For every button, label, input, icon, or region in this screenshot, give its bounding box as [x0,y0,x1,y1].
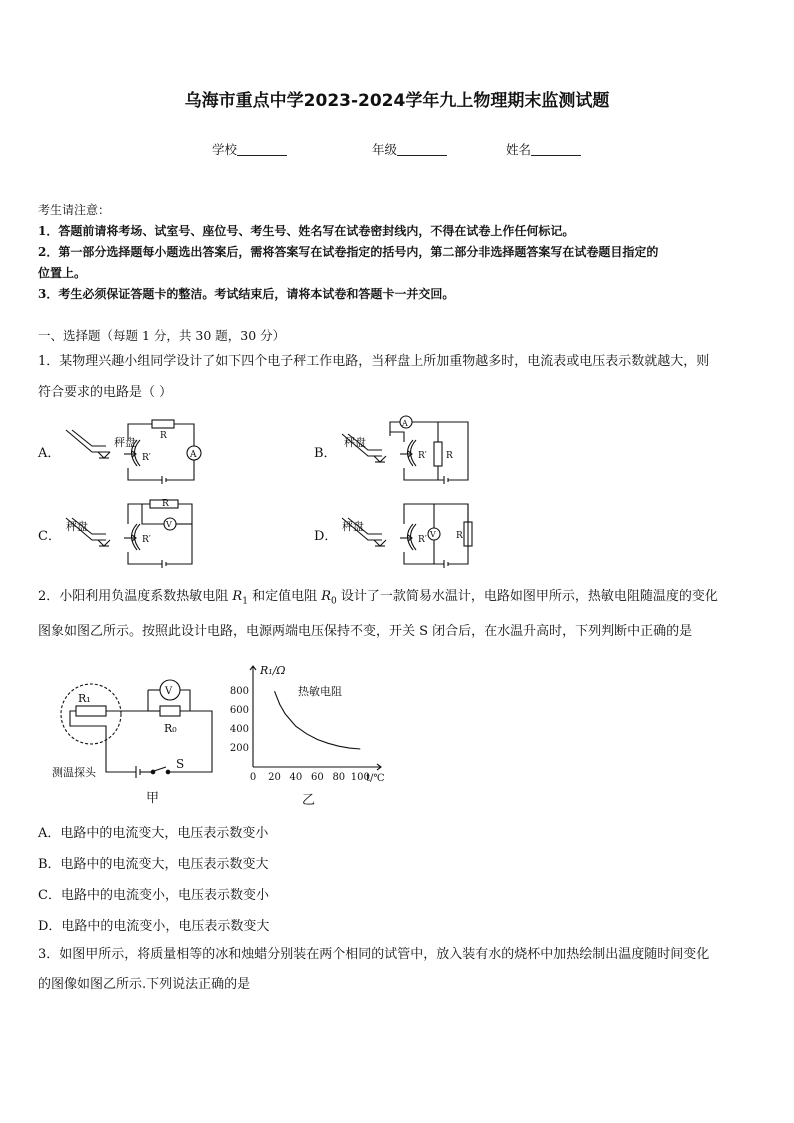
chart-series-line [275,691,361,749]
voltmeter-icon-d: V [430,530,436,539]
section-heading: 一、选择题（每题 1 分，共 30 题，30 分） [38,328,286,343]
q2-line1-a: 2．小阳利用负温度系数热敏电阻 [38,589,233,604]
circuit-c-r-label: R [162,499,169,509]
notice-item-1: 1．答题前请将考场、试室号、座位号、考生号、姓名写在试卷密封线内，不得在试卷上作任何标记。 [38,224,575,238]
chart-x-tick-label: 40 [289,772,303,783]
chart-y-tick-label: 200 [229,743,249,755]
chart-y-tick-label: 600 [229,705,249,717]
circuit-d-diagram [338,496,488,571]
circuit-a-diagram [62,408,212,488]
grade-label: 年级 [372,142,398,157]
q1-option-d[interactable]: D． [314,529,338,544]
chart-y-label: R₁/Ω [260,664,286,677]
chart-x-tick-label: 100 [350,772,370,783]
circuit-a-rprime-label: R′ [142,453,151,463]
notice-item-2-cont: 位置上。 [38,266,87,280]
q2-r1-label: R₁ [78,692,91,705]
chart-y-tick-label: 800 [229,686,249,698]
grade-blank[interactable] [397,142,447,156]
q2-option-c[interactable]: C．电路中的电流变小，电压表示数变小 [38,888,269,903]
switch-label: S [176,757,185,771]
r1-symbol: R [232,589,243,604]
q2-chart-yi [228,660,398,810]
circuit-a-pan-label: 秤盘 [114,436,136,449]
q2-option-b[interactable]: B．电路中的电流变大，电压表示数变大 [38,857,269,872]
q1-line2: 符合要求的电路是（ ） [38,385,173,400]
chart-x-tick-label: 0 [249,772,257,783]
chart-x-label: t/℃ [366,773,385,784]
school-label: 学校 [212,142,238,157]
r0-symbol: R [321,589,331,604]
q1-line1: 1．某物理兴趣小组同学设计了如下四个电子秤工作电路，当秤盘上所加重物越多时，电流表或电压表示数就越大，则 [38,354,710,369]
circuit-c-diagram [62,496,212,571]
notice-item-3: 3．考生必须保证答题卡的整洁。考试结束后，请将本试卷和答题卡一并交回。 [38,287,455,301]
q2-option-a[interactable]: A．电路中的电流变大，电压表示数变小 [38,826,269,841]
r1-subscript: 1 [242,596,248,607]
chart-y-tick-label: 400 [229,724,249,736]
school-field[interactable] [212,140,287,158]
notice-heading: 考生请注意： [38,203,111,217]
q2-line1 [38,582,718,617]
circuit-c-pan-label: 秤盘 [66,520,88,533]
name-field[interactable] [506,140,581,158]
probe-label: 测温探头 [52,766,96,779]
school-blank[interactable] [237,142,287,156]
circuit-c-rprime-label: R′ [142,535,151,545]
notice-item-2: 2．第一部分选择题每小题选出答案后，需将答案写在试卷指定的括号内，第二部分非选择题答案写在试卷题目指定的 [38,245,659,259]
voltmeter-icon: V [165,686,173,697]
fig-jia-caption: 甲 [146,791,160,806]
q3-line1: 3．如图甲所示，将质量相等的冰和烛蜡分别装在两个相同的试管中，放入装有水的烧杯中加热绘制出温度随时间变化 [38,947,710,962]
q2-line1-b: 和定值电阻 [247,589,322,604]
circuit-d-pan-label: 秤盘 [342,520,364,533]
q1-option-b[interactable]: B． [314,446,337,461]
voltmeter-icon-c: V [166,520,172,529]
chart-x-tick-label: 80 [332,772,346,783]
chart-x-tick-label: 20 [268,772,281,783]
page-title: 乌海市重点中学2023-2024学年九上物理期末监测试题 [184,91,610,111]
q1-option-c[interactable]: C． [38,529,61,544]
r0-subscript: 0 [331,596,337,607]
circuit-b-diagram [338,412,488,492]
fig-yi-caption: 乙 [302,793,316,808]
q1-option-a[interactable]: A． [38,446,61,461]
name-blank[interactable] [531,142,581,156]
ammeter-icon: A [190,450,197,460]
q3-line2: 的图像如图乙所示.下列说法正确的是 [38,977,251,992]
circuit-b-pan-label: 秤盘 [344,436,366,449]
q2-option-d[interactable]: D．电路中的电流变小，电压表示数变大 [38,919,270,934]
name-label: 姓名 [506,142,532,157]
q2-circuit-jia [48,668,223,808]
circuit-b-r-label: R [446,451,453,461]
circuit-d-r-label: R [456,531,463,541]
circuit-b-rprime-label: R′ [418,451,427,461]
circuit-a-r-label: R [160,431,167,441]
chart-series-label: 热敏电阻 [298,685,342,698]
ammeter-icon-b: A [402,419,408,428]
q2-r0-label: R₀ [164,722,177,735]
circuit-d-rprime-label: R′ [418,535,427,545]
q2-line1-c: 设计了一款简易水温计，电路如图甲所示，热敏电阻随温度的变化 [336,589,718,604]
chart-x-tick-label: 60 [310,772,324,783]
grade-field[interactable] [372,140,447,158]
q2-line2: 图象如图乙所示。按照此设计电路，电源两端电压保持不变，开关 S 闭合后，在水温升高时，下列判断中正确的是 [38,624,693,639]
